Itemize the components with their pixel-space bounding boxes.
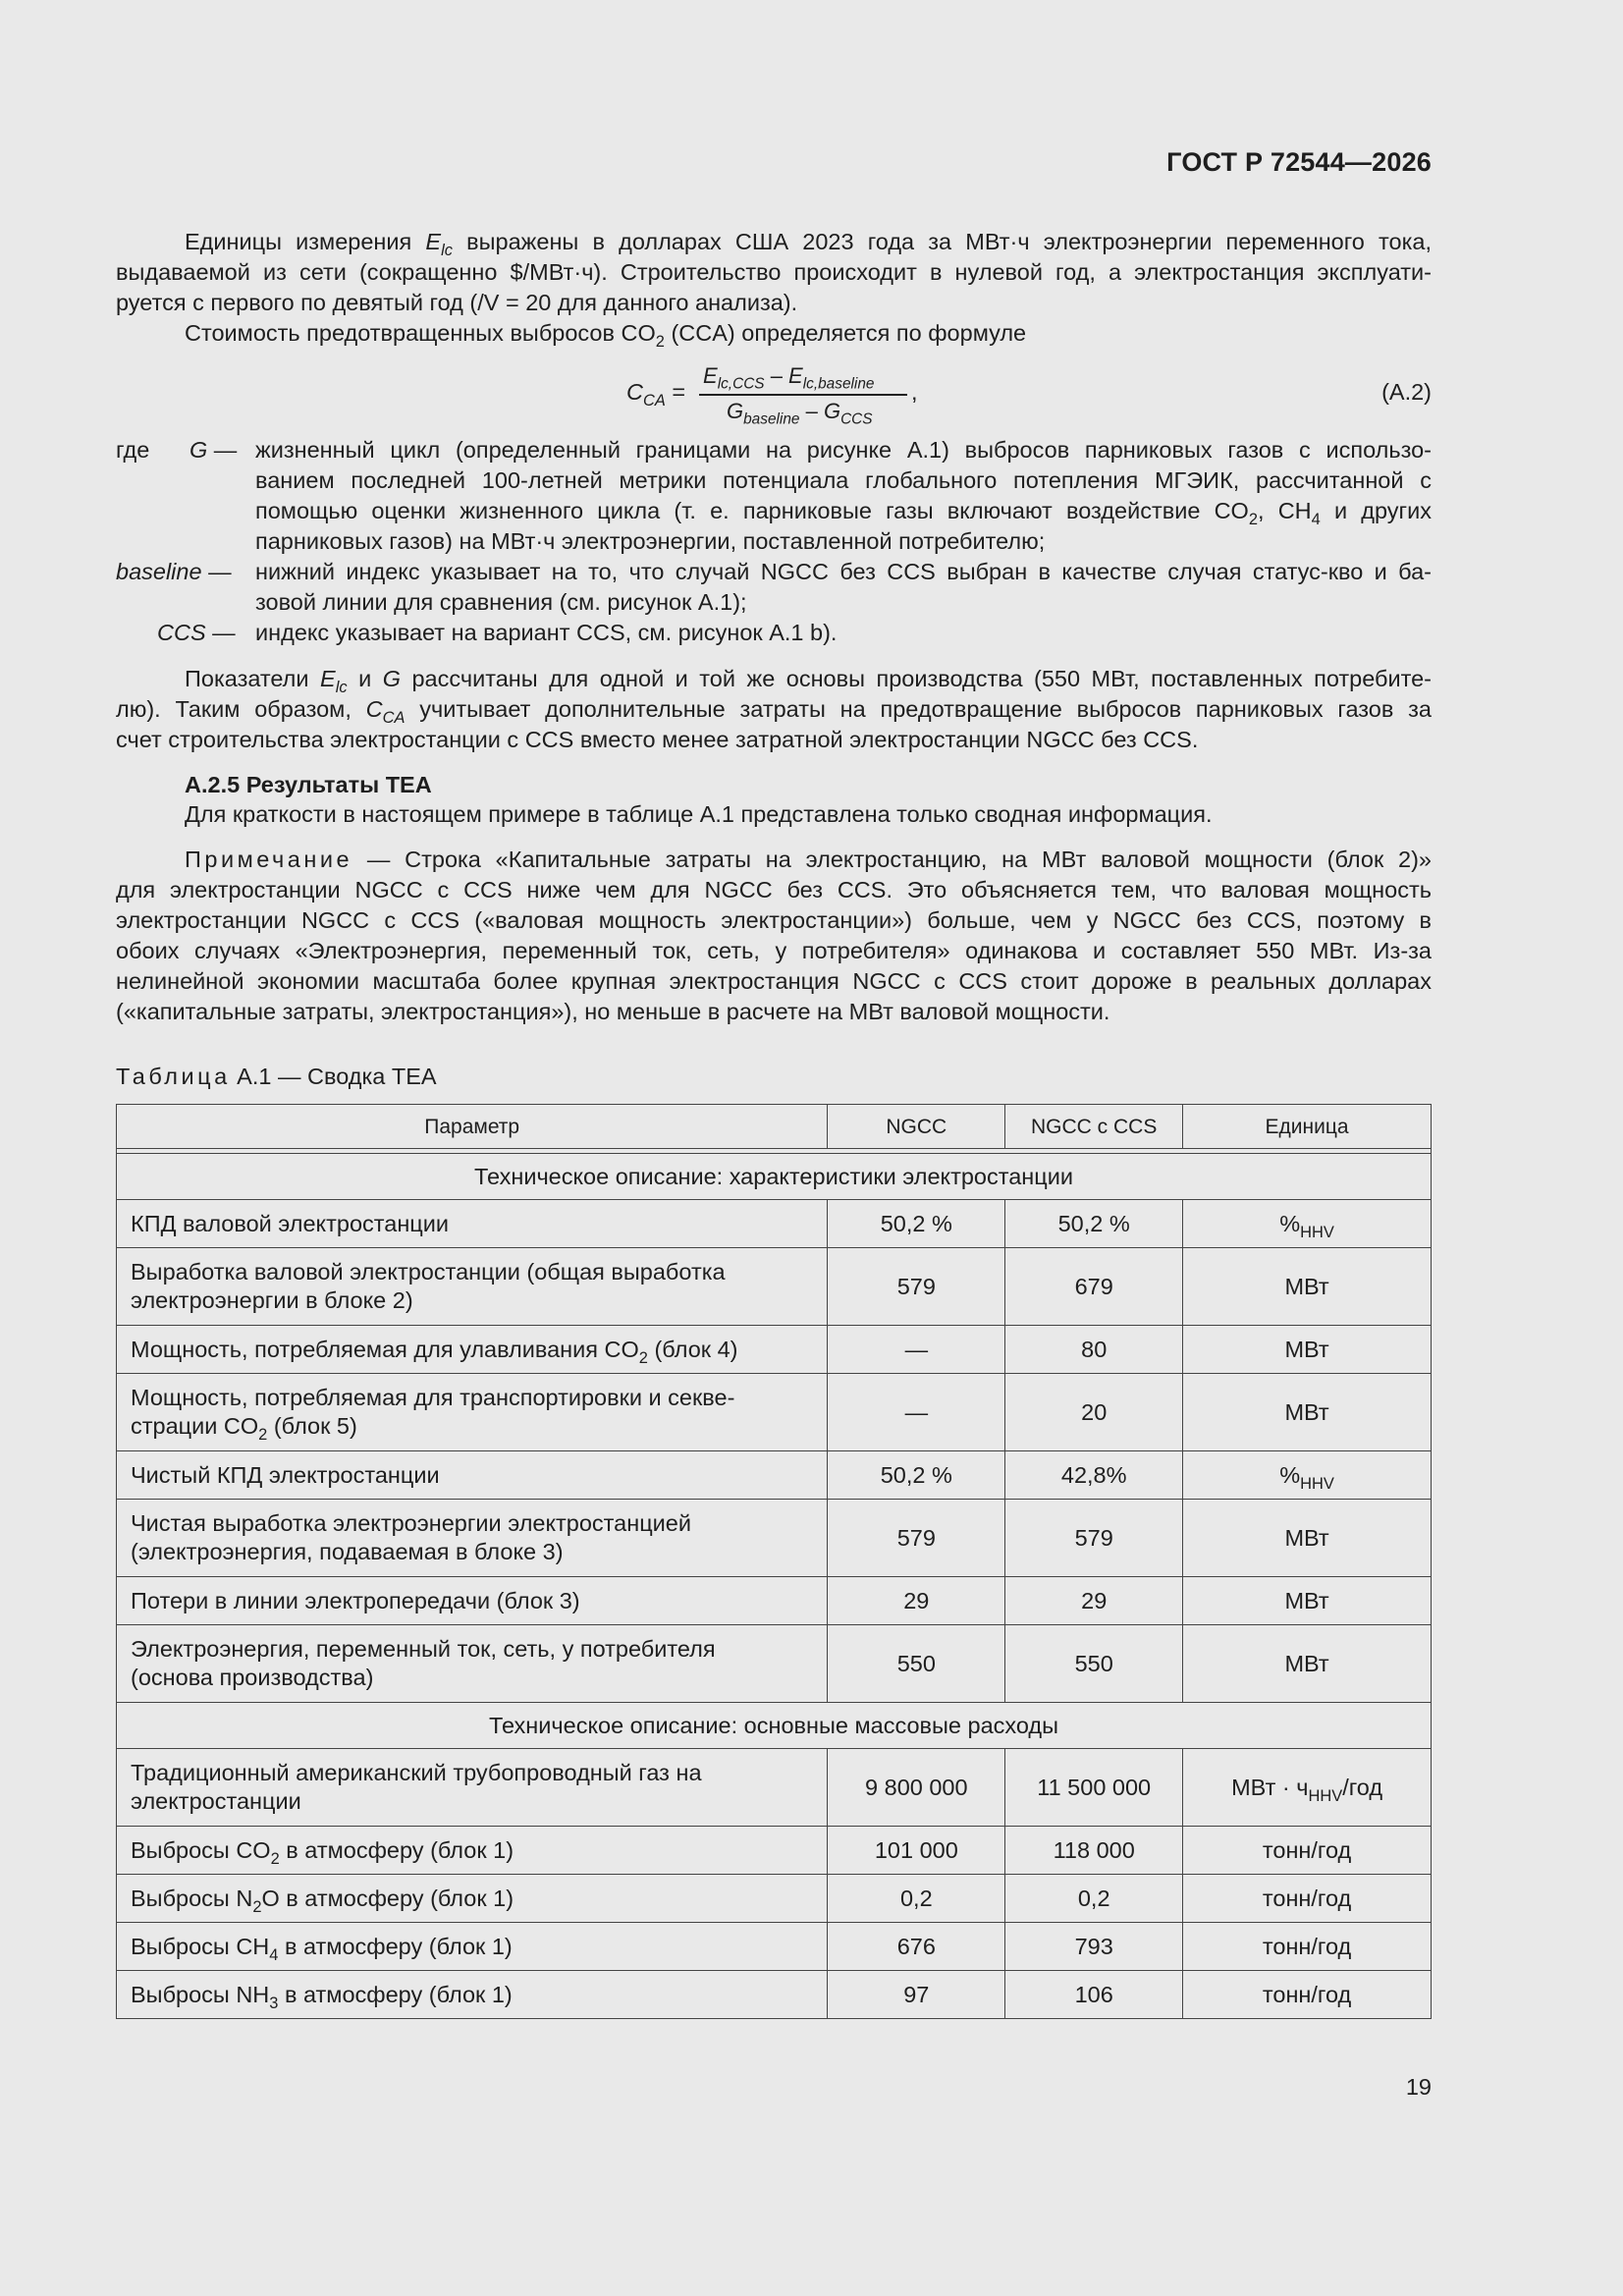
table-row	[117, 1248, 1432, 1326]
cell-ngcc: 9 800 000	[828, 1749, 1005, 1827]
cell-ngcc-ccs: 20	[1005, 1374, 1183, 1451]
note-line-3: электростанции NGCC с CCS («валовая мощность электростанции») больше, чем у NGCC без CCS, поэтому в	[116, 907, 1432, 933]
table-row	[117, 1923, 1432, 1971]
cell-ngcc: 29	[828, 1577, 1005, 1625]
intro-line-3: руется с первого по девятый год (/V = 20 для данного анализа).	[116, 290, 798, 315]
cell-param: Выбросы $N_2O$ в атмосферу (блок 1)	[117, 1875, 828, 1923]
cell-ngcc: —	[828, 1374, 1005, 1451]
cell-unit: МВт	[1183, 1326, 1432, 1374]
def-body-ccs: индекс указывает на вариант CCS, см. рисунок А.1 b).	[255, 620, 838, 645]
cell-ngcc-ccs: 106	[1005, 1971, 1183, 2019]
section-2-heading: Техническое описание: основные массовые расходы	[117, 1703, 1432, 1749]
table-caption: Таблица А.1 — Сводка TEA	[116, 1064, 437, 1089]
intro-line-2: выдаваемой из сети (сокращенно $/МВт·ч). Строительство происходит в нулевой год, а электростанция эксплуати-	[116, 259, 1432, 285]
header-ngcc-ccs: NGCC с CCS	[1005, 1105, 1183, 1149]
cell-unit: МВт · $ч_{HHV}$/год	[1183, 1749, 1432, 1827]
cell-param: Выработка валовой электростанции (общая выработка электроэнергии в блоке 2)	[117, 1248, 828, 1326]
cell-param: Выбросы $CH_4$ в атмосферу (блок 1)	[117, 1923, 828, 1971]
cell-unit: МВт	[1183, 1248, 1432, 1326]
header-parameter: Параметр	[117, 1105, 828, 1149]
cell-param: Традиционный американский трубопроводный газ на электростанции	[117, 1749, 828, 1827]
cell-param: Чистая выработка электроэнергии электростанцией (электроэнергия, подаваемая в блоке 3)	[117, 1500, 828, 1577]
table-row	[117, 1971, 1432, 2019]
cell-unit: тонн/год	[1183, 1971, 1432, 2019]
note-line-5: нелинейной экономии масштаба более крупная электростанция NGCC с CCS стоит дороже в реальных долларах	[116, 968, 1432, 994]
cell-ngcc-ccs: 679	[1005, 1248, 1183, 1326]
cell-ngcc: 579	[828, 1248, 1005, 1326]
where-label: где	[116, 437, 150, 463]
cell-unit: МВт	[1183, 1500, 1432, 1577]
cell-param: Выбросы $CO_2$ в атмосферу (блок 1)	[117, 1827, 828, 1875]
cell-ngcc-ccs: 118 000	[1005, 1827, 1183, 1875]
cell-param: Электроэнергия, переменный ток, сеть, у потребителя (основа производства)	[117, 1625, 828, 1703]
cell-unit: тонн/год	[1183, 1923, 1432, 1971]
def-body-g: жизненный цикл (определенный границами на рисунке А.1) выбросов парниковых газов с использо- ванием последней 100-летней метрики потенциала глобального потепления МГЭИК, рассчитанной с помощью оценки жизненного цикла (т. е. парниковые газы включают воздействие $CO_2$, $CH_4$ и других парниковых газов) на МВт·ч электроэнергии, поставленной потребителю;	[255, 437, 1433, 554]
cell-param: Мощность, потребляемая для транспортировки и секве- страции $CO_2$ (блок 5)	[117, 1374, 828, 1451]
note-line-6: («капитальные затраты, электростанция»), но меньше в расчете на МВт валовой мощности.	[116, 999, 1110, 1024]
cell-ngcc: 579	[828, 1500, 1005, 1577]
cell-ngcc-ccs: 42,8%	[1005, 1451, 1183, 1500]
cell-unit: тонн/год	[1183, 1875, 1432, 1923]
table-row	[117, 1374, 1432, 1451]
formula-numerator: $E_{lc,CCS} - E_{lc,baseline}$	[703, 363, 875, 393]
note-line-4: обоих случаях «Электроэнергия, переменный ток, сеть, у потребителя» одинакова и составляет 550 МВт. Из-за	[116, 938, 1432, 963]
cell-ngcc-ccs: 0,2	[1005, 1875, 1183, 1923]
cell-ngcc: 0,2	[828, 1875, 1005, 1923]
para2-line-1: Показатели $E_{lc}$ и G рассчитаны для одной и той же основы производства (550 МВт, поставленных потребите-	[185, 666, 1433, 696]
cell-ngcc: 550	[828, 1625, 1005, 1703]
def-body-baseline: нижний индекс указывает на то, что случай NGCC без CCS выбран в качестве случая статус-кво и ба- зовой линии для сравнения (см. рисунок А.1);	[255, 559, 1432, 615]
cell-unit: $\%_{HHV}$	[1183, 1451, 1432, 1500]
cell-unit: $\%_{HHV}$	[1183, 1200, 1432, 1248]
table-section-row	[117, 1703, 1432, 1749]
cell-param: Выбросы $NH_3$ в атмосферу (блок 1)	[117, 1971, 828, 2019]
cell-ngcc: 101 000	[828, 1827, 1005, 1875]
table-row	[117, 1875, 1432, 1923]
cell-param: Чистый КПД электростанции	[117, 1451, 828, 1500]
formula-denominator: $G_{baseline} - G_{CCS}$	[727, 399, 873, 428]
table-row	[117, 1326, 1432, 1374]
cell-unit: тонн/год	[1183, 1827, 1432, 1875]
header-ngcc: NGCC	[828, 1105, 1005, 1149]
standard-header: ГОСТ Р 72544—2026	[1166, 147, 1432, 177]
cell-param: Потери в линии электропередачи (блок 3)	[117, 1577, 828, 1625]
para2-line-3: счет строительства электростанции с CCS вместо менее затратной электростанции NGCC без CCS.	[116, 727, 1199, 752]
table-row	[117, 1451, 1432, 1500]
cell-ngcc: 50,2 %	[828, 1451, 1005, 1500]
para2-line-2: лю). Таким образом, $C_{CA}$ учитывает дополнительные затраты на предотвращение выбросов парниковых газов за	[116, 696, 1432, 727]
table-row	[117, 1827, 1432, 1875]
def-term-g: G —	[189, 437, 238, 463]
table-row	[117, 1577, 1432, 1625]
tea-summary-table	[116, 1104, 1432, 2019]
intro-line-4: Стоимость предотвращенных выбросов $CO_2$ (CCA) определяется по формуле	[185, 320, 1027, 351]
cell-ngcc: 97	[828, 1971, 1005, 2019]
cell-unit: МВт	[1183, 1577, 1432, 1625]
intro-line-1: Единицы измерения $E_{lc}$ выражены в долларах США 2023 года за МВт·ч электроэнергии переменного тока,	[185, 229, 1432, 259]
cell-ngcc-ccs: 11 500 000	[1005, 1749, 1183, 1827]
cell-unit: МВт	[1183, 1625, 1432, 1703]
cell-ngcc-ccs: 550	[1005, 1625, 1183, 1703]
cell-unit: МВт	[1183, 1374, 1432, 1451]
formula-lhs: $C_{CA}$ =	[626, 379, 686, 410]
page-number: 19	[1405, 2074, 1432, 2100]
cell-ngcc-ccs: 80	[1005, 1326, 1183, 1374]
cell-ngcc: 50,2 %	[828, 1200, 1005, 1248]
header-unit: Единица	[1183, 1105, 1432, 1149]
table-row	[117, 1625, 1432, 1703]
cell-ngcc: —	[828, 1326, 1005, 1374]
cell-ngcc: 676	[828, 1923, 1005, 1971]
table-section-row	[117, 1154, 1432, 1200]
note-line-1: Примечание — Строка «Капитальные затраты на электростанцию, на МВт валовой мощности (блок 2)»	[185, 847, 1432, 872]
table-row	[117, 1500, 1432, 1577]
note-line-2: для электростанции NGCC с CCS ниже чем для NGCC без CCS. Это объясняется тем, что валовая мощность	[116, 877, 1432, 902]
formula-number: (A.2)	[1381, 379, 1432, 405]
def-term-baseline: baseline —	[116, 559, 232, 584]
table-header-row	[117, 1105, 1432, 1149]
section-text: Для краткости в настоящем примере в таблице А.1 представлена только сводная информация.	[185, 801, 1213, 827]
cell-param: Мощность, потребляемая для улавливания $CO_2$ (блок 4)	[117, 1326, 828, 1374]
cell-ngcc-ccs: 793	[1005, 1923, 1183, 1971]
section-1-heading: Техническое описание: характеристики электростанции	[117, 1154, 1432, 1200]
cell-param: КПД валовой электростанции	[117, 1200, 828, 1248]
table-row	[117, 1749, 1432, 1827]
table-row	[117, 1200, 1432, 1248]
cell-ngcc-ccs: 50,2 %	[1005, 1200, 1183, 1248]
cell-ngcc-ccs: 579	[1005, 1500, 1183, 1577]
formula-comma: ,	[911, 379, 918, 405]
cell-ngcc-ccs: 29	[1005, 1577, 1183, 1625]
def-term-ccs: CCS —	[157, 620, 236, 645]
section-title: А.2.5 Результаты TEA	[185, 772, 432, 797]
